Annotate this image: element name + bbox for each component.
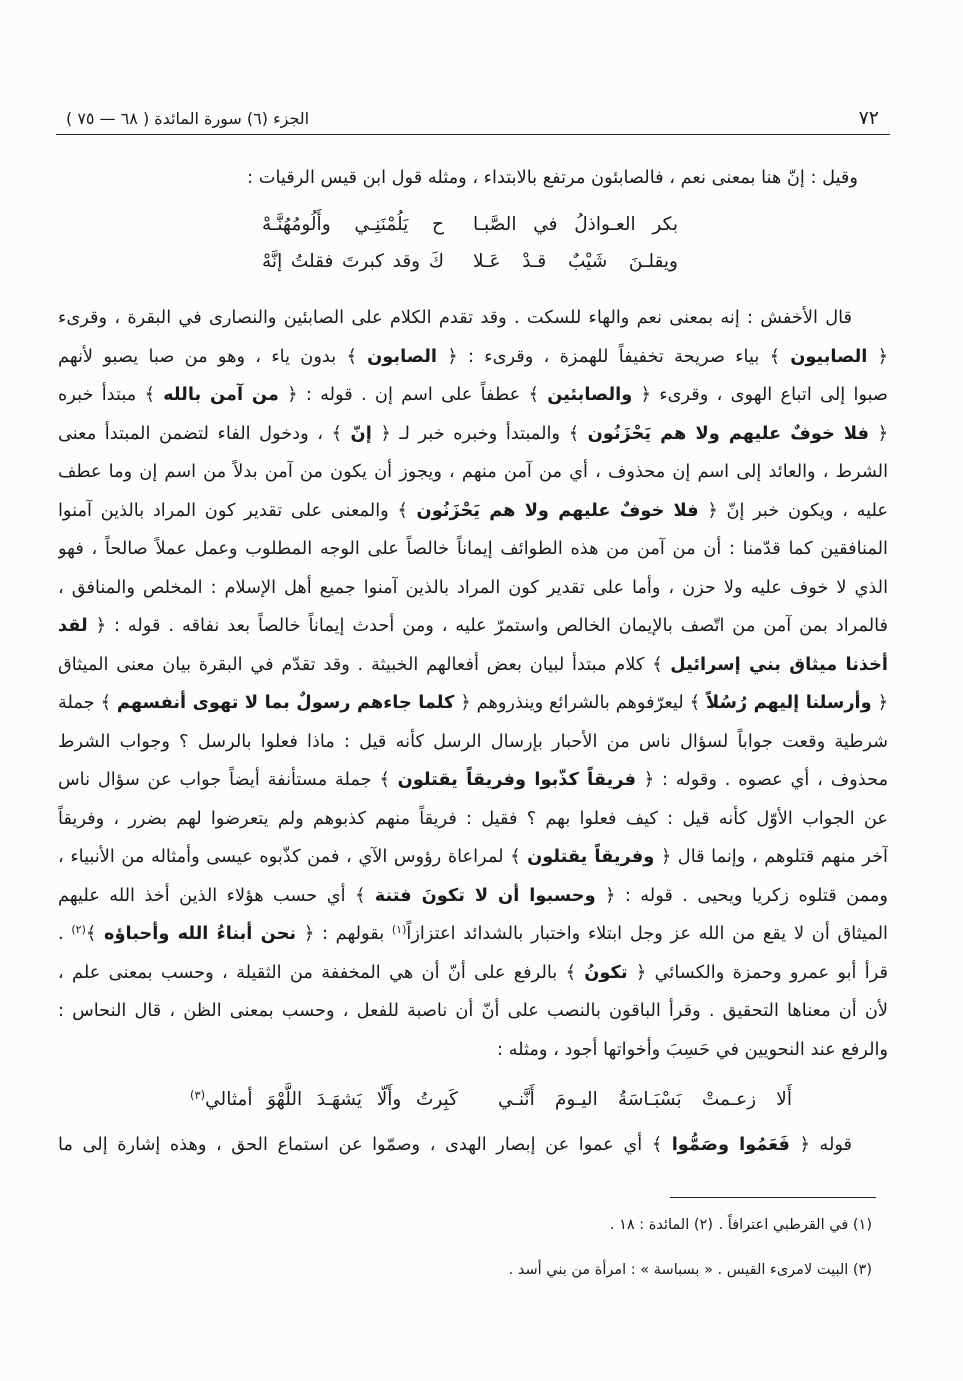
body-line: [58, 415, 888, 454]
text-run: ﴾ أي حسب هؤلاء الذين أخذ الله عليهم: [58, 885, 375, 906]
verse-first-hemistich: ويقلـنَ شَيْبٌ قـدْ عَـلا: [473, 251, 678, 272]
quran-quote: فريقاً كذّبوا وفريقاً يقتلون: [397, 770, 636, 790]
text-run: عن الجواب الأوّل كأنه قيل : كيف فعلوا بهم ؟ فقيل : فريقاً منهم كذبوهم ولم يتعرضوا لهم بضرر ، وفريقاً: [58, 808, 888, 829]
body-line: [58, 376, 888, 415]
text-run: ﴾ مبتدأ خبره: [58, 385, 164, 405]
footnote-marker: (١): [391, 922, 407, 936]
body-line: [58, 723, 888, 762]
text-run: ﴾ والمعنى على تقدير كون المراد بالذين آمنوا: [58, 500, 417, 521]
quran-quote: فلا خوفٌ عليهم ولا هم يَحْزَنُون: [587, 423, 869, 444]
text-run: قال الأخفش : إنه بمعنى نعم والهاء للسكت . وقد تقدم الكلام على الصابئين والنصارى في البقرة ، وقرىء: [58, 308, 852, 328]
text-run: لأن أن معناها التحقيق . وقرأ الباقون بالنصب على أنّ أن ناصبة للفعل ، وحسب بمعنى الظن ، قال النحاس :: [58, 1001, 888, 1021]
text-run: ﴾ بالرفع على أنّ أن هي المخففة من الثقيلة ، وحسب بمعنى علم ،: [58, 962, 585, 983]
text-run: ﴾ ، ودخول الفاء لتضمن المبتدأ معنى: [58, 423, 351, 444]
text-run: ﴾ جملة: [58, 693, 117, 713]
text-run: ﴾ عطفاً على اسم إن . قوله : ﴿: [278, 385, 548, 405]
text-run: الميثاق أن لا يقع من الله عز وجل ابتلاء واختبار بالشدائد اعتزازاً: [406, 924, 888, 944]
body-line: [58, 992, 888, 1031]
quran-quote: وأرسلنا إليهم رُسُلاً: [705, 693, 872, 713]
quran-quote: الصابيون: [790, 346, 868, 367]
quran-quote: من آمن بالله: [163, 385, 279, 405]
text-run: قرأ أبو عمرو وحمزة والكسائي ﴿: [627, 962, 888, 983]
footnote: (٢) المائدة : ١٨ .: [609, 1217, 713, 1233]
quran-quote: وحسبوا أن لا تكونَ فتنة: [374, 885, 596, 906]
body-line: [58, 569, 888, 608]
verse-second-hemistich: [190, 1081, 458, 1118]
body-line: [58, 915, 888, 954]
text-run: آخر منهم قتلوهم ، وإنما قال ﴿: [654, 847, 888, 867]
text-run: قوله ﴿: [789, 1135, 853, 1155]
text-run: ﴾ لمراعاة رؤوس الآي ، فمن كذّبوه عيسى وأمثاله من الأنبياء ،: [58, 847, 528, 867]
body-line: [58, 453, 888, 492]
footnote: (٣) البيت لامرىء القيس . « بسباسة » : امرأة من بني أسد .: [508, 1262, 872, 1278]
body-line: [58, 761, 888, 800]
body-line: [58, 646, 888, 685]
body-line: [58, 338, 888, 377]
page-number: ٧٢: [858, 107, 879, 129]
quran-quote: لقد: [58, 616, 88, 636]
body-line: [58, 838, 888, 877]
text-run: والرفع عند النحويين في حَسِبَ وأخواتها أجود ، ومثله :: [497, 1039, 888, 1060]
body-line: [58, 299, 888, 338]
quran-quote: وفريقاً يقتلون: [527, 847, 655, 867]
main-paragraph: [58, 299, 888, 1069]
text-run: ﴾ بياء صريحة تخفيفاً للهمزة ، وقرىء : ﴿: [437, 346, 791, 367]
verse-second-hemistich: ح يَلُمْنَنِـي وأَلُومُهُنَّـهْ: [262, 214, 444, 235]
text-run: صبوا إلى اتباع الهوى ، وقرىء ﴿: [632, 385, 888, 405]
footnote-marker: (٢): [71, 922, 86, 936]
body-line: [58, 1031, 888, 1070]
text-run: شرطية وقعت جواباً لسؤال ناس من الأحبار بإرسال الرسل كأنه قيل : ماذا فعلوا بالرسل ؟ وجواب الشرط: [58, 731, 888, 752]
quran-quote: إنّ: [350, 423, 372, 444]
text-run: الشرط ، والعائد إلى اسم إن محذوف ، أي من آمن منهم ، ويجوز أن يكون من آمن بدلاً من اسم إن وما عطف: [58, 462, 888, 482]
body-line: [58, 607, 888, 646]
text-run: ﴾ والمبتدأ وخبره خبر لـ ﴿: [371, 423, 588, 444]
body-line: [58, 954, 888, 993]
text-run: .: [58, 924, 72, 944]
poem-verse: [0, 206, 963, 243]
body-line: [58, 877, 888, 916]
body-line: [58, 492, 888, 531]
quran-quote: فلا خوفٌ عليهم ولا هم يَحْزَنُون: [416, 500, 699, 521]
poem-verse: [0, 243, 963, 280]
text-run: المنافقين كما قدّمنا : أن من آمن من هذه الطوائف إيماناً خالصاً على الوجه المطلوب وعمل عملاً صالحاً ، فهو: [58, 539, 888, 559]
text-run: ﴾ ليعرّفوهم بالشرائع وينذروهم ﴿: [454, 693, 706, 713]
footnote-marker: (٣): [190, 1087, 206, 1102]
text-run: فالمراد بمن آمن من اتّصف بالإيمان الخالص واستمرّ عليه ، ومن أحدث إيماناً خالصاً بعد نفاقه . قوله : ﴿: [87, 616, 888, 636]
quran-quote: الصابون: [367, 346, 437, 367]
body-line: [58, 684, 888, 723]
header-rule: [56, 134, 890, 135]
quran-quote: تكونُ: [584, 962, 628, 983]
verse-first-hemistich: أَلا زعـمتْ بَسْبَـاسَةُ اليـومَ أَنَّنـي: [498, 1089, 792, 1110]
text-run: محذوف ، أي عصوه . وقوله : ﴿: [635, 770, 888, 790]
footnote: (١) في القرطبي اعترافاً .: [718, 1217, 872, 1233]
quran-quote: نحن أبناءُ الله وأحباؤه: [104, 924, 297, 944]
quran-quote: والصابئين: [547, 385, 633, 405]
body-line: [58, 530, 888, 569]
text-run: ﴾ بدون ياء ، وهو من صبا يصبو لأنهم: [58, 346, 368, 367]
running-title: الجزء (٦) سورة المائدة ( ٦٨ — ٧٥ ): [66, 109, 310, 128]
text-run: ﴿: [869, 423, 888, 444]
text-run: عليه ، ويكون خبر إنّ ﴿: [698, 500, 888, 521]
intro-line: وقيل : إنّ هنا بمعنى نعم ، فالصابئون مرتفع بالابتداء ، ومثله قول ابن قيس الرقيات :: [247, 168, 858, 188]
text-run: ﴿: [867, 346, 888, 367]
quran-quote: أخذنا ميثاق بني إسرائيل: [670, 654, 888, 675]
closing-line: [58, 1126, 888, 1165]
quran-quote: كلما جاءهم رسولٌ بما لا تهوى أنفسهم: [116, 693, 455, 713]
body-line: [58, 800, 888, 839]
text-run: ﴿: [871, 693, 888, 713]
verse-text: كَبِرتُ وأَلّا يَشهَـدَ اللَّهْوَ أمثالي: [205, 1089, 458, 1110]
text-run: ﴾ أي عموا عن إبصار الهدى ، وصمّوا عن استماع الحق ، وهذه إشارة إلى ما: [58, 1135, 672, 1155]
verse-second-hemistich: كَ وقد كبرتَ فقلتُ إنَّهْ: [262, 251, 444, 272]
text-run: ﴾ كلام مبتدأ لبيان بعض أفعالهم الخبيثة . وقد تقدّم في البقرة بيان معنى الميثاق: [58, 654, 671, 675]
footnote-rule: [670, 1197, 876, 1198]
text-run: وممن قتلوه زكريا ويحيى . قوله : ﴿: [595, 885, 888, 906]
verse-first-hemistich: بكر العـواذلُ في الصَّبـا: [473, 214, 678, 235]
text-run: الذي لا خوف عليه ولا حزن ، وأما على تقدير كون المراد بالذين آمنوا جميع أهل الإسلام : المخلص والمنافق ،: [58, 577, 888, 598]
poem-verse: [0, 1081, 963, 1118]
text-run: ﴾ جملة مستأنفة أيضاً جواب عن سؤال ناس: [58, 770, 398, 790]
text-run: ﴾: [85, 924, 105, 944]
text-run: بقولهم : ﴿: [296, 924, 392, 944]
quran-quote: فَعَمُوا وصَمُّوا: [671, 1135, 790, 1155]
